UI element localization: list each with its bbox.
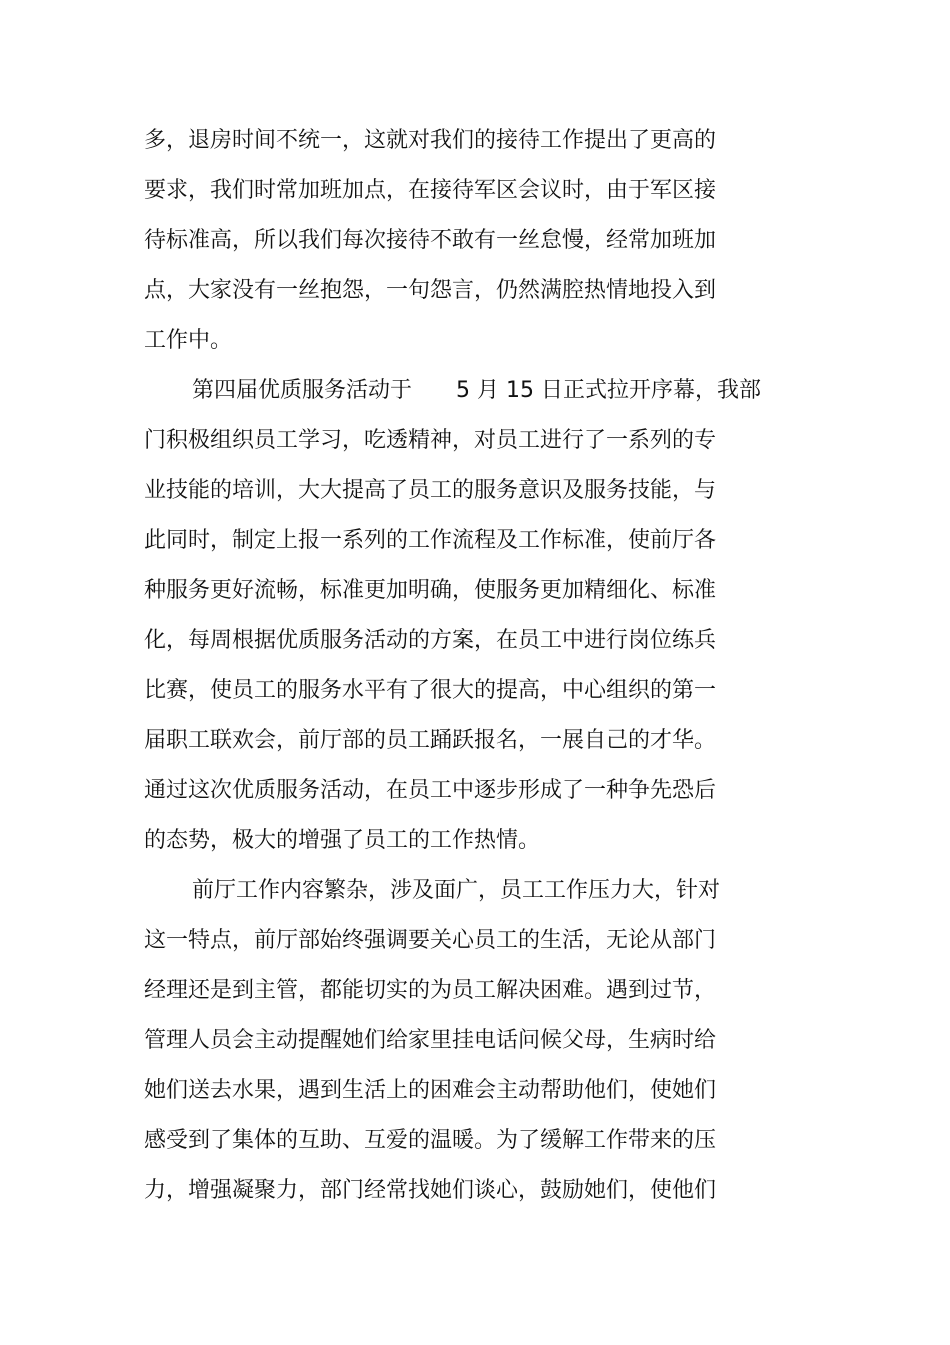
text-line: 力，增强凝聚力，部门经常找她们谈心，鼓励她们，使他们 [144, 1178, 717, 1203]
body-text [144, 116, 804, 1216]
text-line: 比赛，使员工的服务水平有了很大的提高，中心组织的第一 [144, 678, 717, 703]
text-line: 业技能的培训，大大提高了员工的服务意识及服务技能，与 [144, 478, 717, 503]
text-line: 她们送去水果，遇到生活上的困难会主动帮助他们，使她们 [144, 1078, 717, 1103]
text-line: 种服务更好流畅，标准更加明确，使服务更加精细化、标准 [144, 578, 717, 603]
text-line: 待标准高，所以我们每次接待不敢有一丝怠慢，经常加班加 [144, 228, 717, 253]
text-line: 管理人员会主动提醒她们给家里挂电话问候父母，生病时给 [144, 1028, 717, 1053]
text-line: 此同时，制定上报一系列的工作流程及工作标准，使前厅各 [144, 528, 717, 553]
paragraph-start-line: 第四届优质服务活动于 5 月 15 日正式拉开序幕，我部 [192, 378, 761, 403]
text-line: 化，每周根据优质服务活动的方案，在员工中进行岗位练兵 [144, 628, 717, 653]
text-line: 届职工联欢会，前厅部的员工踊跃报名，一展自己的才华。 [144, 728, 717, 753]
text-line: 经理还是到主管，都能切实的为员工解决困难。遇到过节， [144, 978, 717, 1003]
text-line: 工作中。 [144, 328, 233, 353]
text-line: 要求，我们时常加班加点，在接待军区会议时，由于军区接 [144, 178, 717, 203]
text-line: 多，退房时间不统一，这就对我们的接待工作提出了更高的 [144, 128, 717, 153]
text-line: 的态势，极大的增强了员工的工作热情。 [144, 828, 541, 853]
text-line: 点，大家没有一丝抱怨，一句怨言，仍然满腔热情地投入到 [144, 278, 717, 303]
paragraph-start-line: 前厅工作内容繁杂，涉及面广，员工工作压力大，针对 [192, 878, 721, 903]
text-line: 感受到了集体的互助、互爱的温暖。为了缓解工作带来的压 [144, 1128, 717, 1153]
text-line: 门积极组织员工学习，吃透精神，对员工进行了一系列的专 [144, 428, 717, 453]
text-line: 通过这次优质服务活动，在员工中逐步形成了一种争先恐后 [144, 778, 717, 803]
text-line: 这一特点，前厅部始终强调要关心员工的生活，无论从部门 [144, 928, 717, 953]
